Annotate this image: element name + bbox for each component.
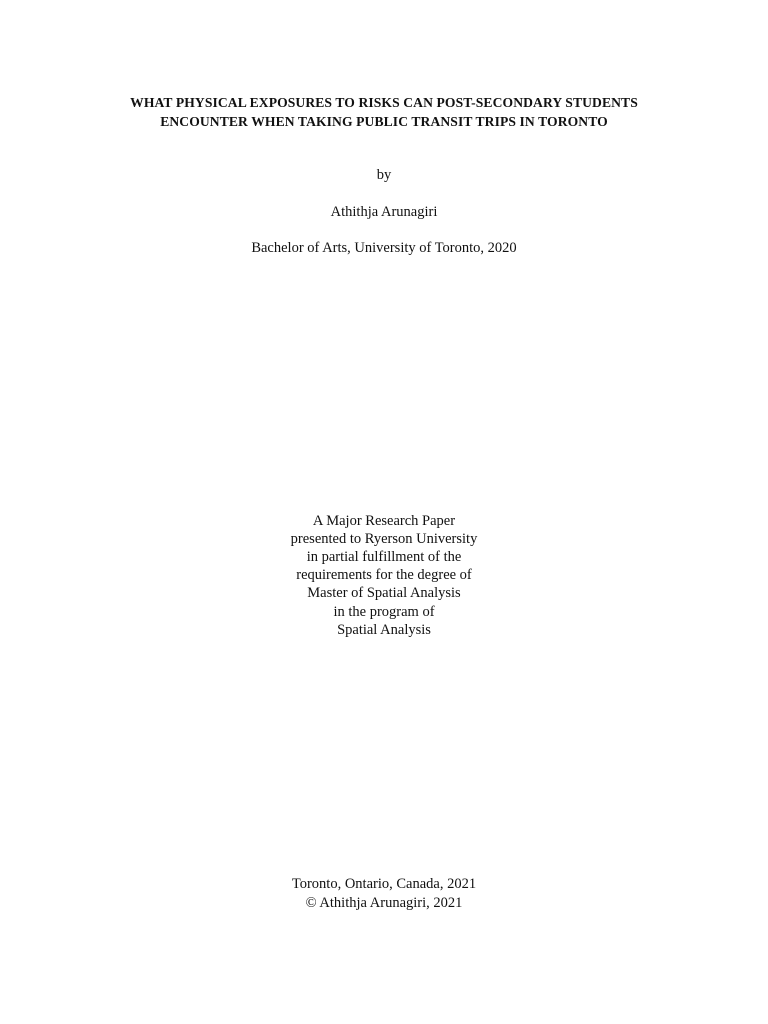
submission-line: in the program of [333, 604, 435, 620]
submission-line: requirements for the degree of [296, 567, 472, 583]
submission-line: presented to Ryerson University [290, 531, 478, 547]
author-name: Athithja Arunagiri [330, 204, 438, 220]
submission-line: Master of Spatial Analysis [307, 585, 461, 601]
paper-title-line-2: ENCOUNTER WHEN TAKING PUBLIC TRANSIT TRIPS IN TORONTO [160, 114, 608, 129]
submission-line: Spatial Analysis [337, 622, 431, 638]
submission-line: in partial fulfillment of the [306, 549, 462, 565]
submission-line: A Major Research Paper [312, 513, 456, 529]
place-and-year: Toronto, Ontario, Canada, 2021 [291, 876, 477, 892]
paper-title-line-1: WHAT PHYSICAL EXPOSURES TO RISKS CAN POST-SECONDARY STUDENTS [130, 95, 638, 110]
prior-degree: Bachelor of Arts, University of Toronto, 2020 [251, 240, 517, 256]
by-label: by [376, 167, 392, 183]
copyright-notice: © Athithja Arunagiri, 2021 [305, 895, 463, 911]
